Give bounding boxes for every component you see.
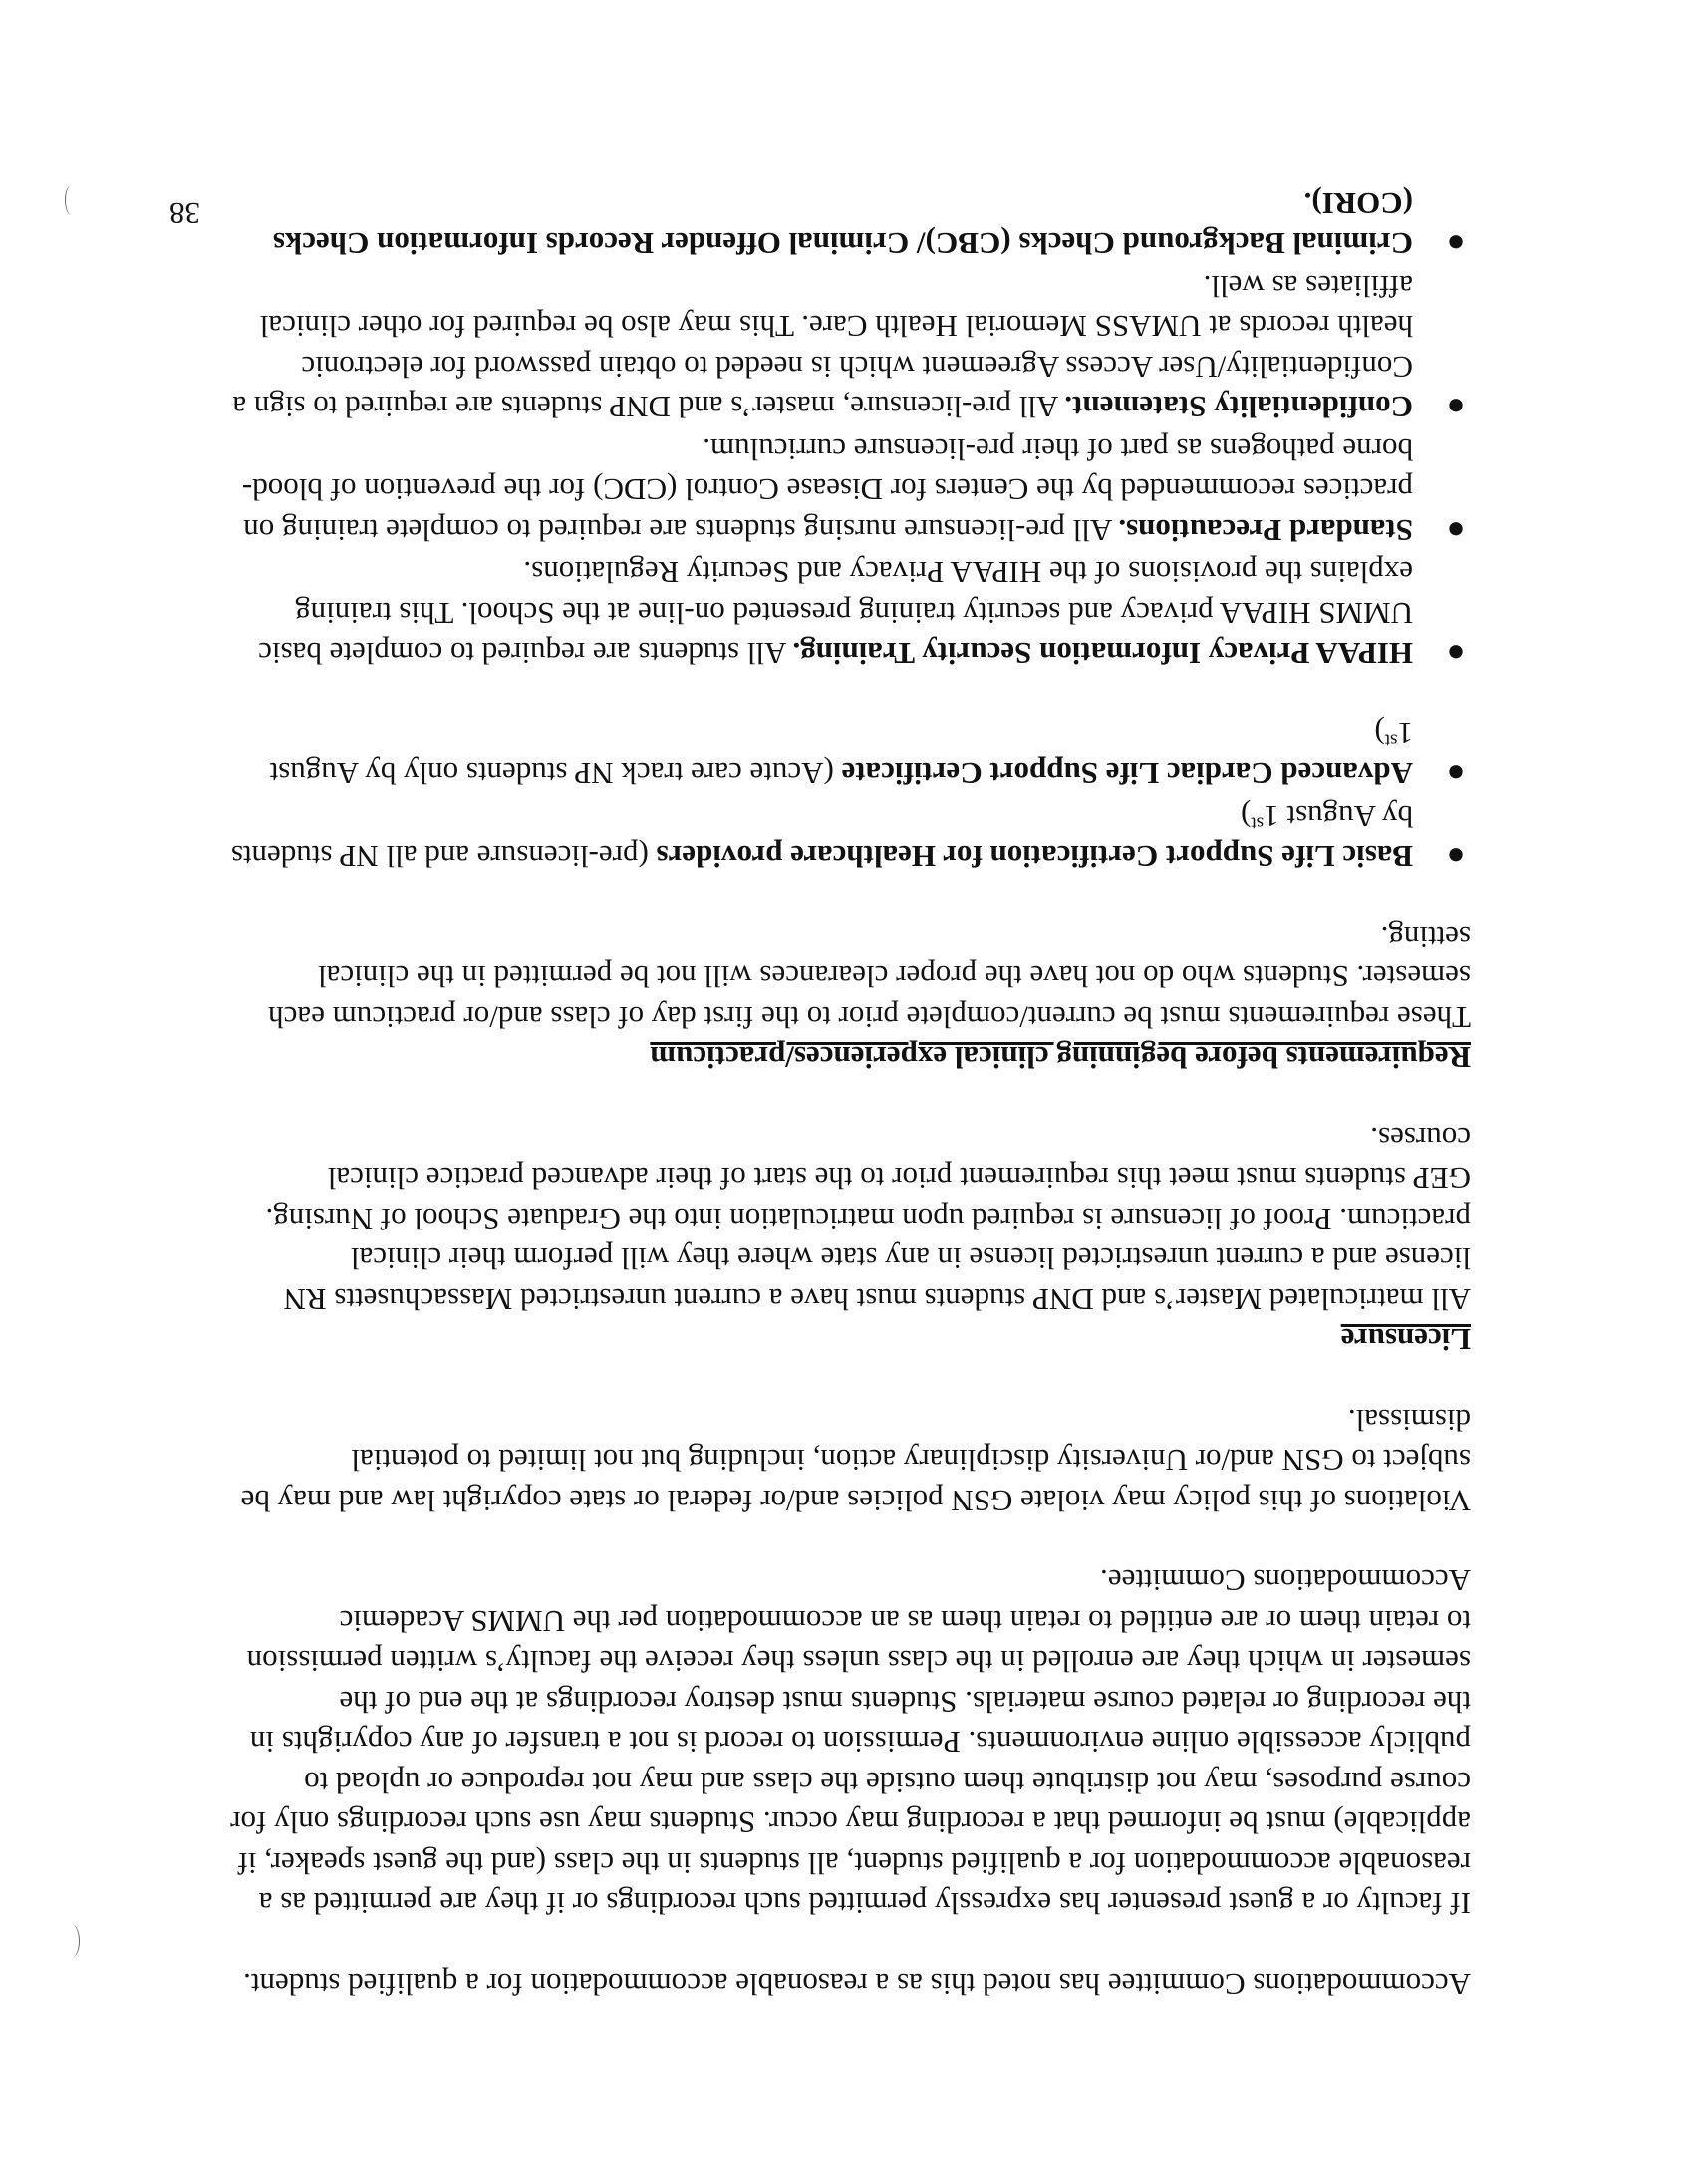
licensure-heading: Licensure <box>1340 1322 1471 1358</box>
requirements-body: These requirements must be current/complete prior to the first day of class and/or practicum each semester. Students who do not have the proper clearances will not be permitted in the clinical setting. <box>268 920 1471 1035</box>
page-content <box>229 181 1471 2005</box>
item-label: Criminal Background Checks (CBC)/ Criminal Offender Records Information Checks (CORI). <box>272 186 1413 262</box>
bullet-icon: ● <box>1446 636 1466 672</box>
list-item-acls <box>229 713 1471 794</box>
requirements-list <box>229 183 1471 877</box>
bullet-icon: ● <box>1446 756 1466 792</box>
item-superscript: st <box>1251 812 1265 834</box>
lead-paragraph: Accommodations Committee has noted this as a reasonable accommodation for a qualified student. <box>243 1967 1471 2002</box>
bullet-icon: ● <box>1446 390 1466 425</box>
item-label: Confidentiality Statement. <box>1064 390 1413 425</box>
requirements-section <box>229 183 1471 1078</box>
scan-mark-icon <box>65 185 78 215</box>
item-text-end: ) <box>1241 799 1252 834</box>
list-item-confidentiality <box>229 266 1471 427</box>
item-text: All students are required to complete basic UMMS HIPAA privacy and security training presented on-line at the School. This training explains the provisions of the HIPAA Privacy and Security Regulations. <box>258 555 1413 672</box>
bullet-icon: ● <box>1446 513 1466 548</box>
list-item-hipaa <box>229 552 1471 674</box>
violations-paragraph: Violations of this policy may violate GSN policies and/or federal or state copyright law and may be subject to GSN and/or University disciplinary action, including but not limited to potential dismissal. <box>240 1403 1471 1518</box>
list-item-cori <box>229 183 1471 264</box>
list-item-bls <box>229 796 1471 877</box>
list-item-standard-precautions <box>229 429 1471 551</box>
scan-mark-icon <box>63 1924 80 1958</box>
bullet-icon: ● <box>1446 226 1466 262</box>
item-text: (pre-licensure and all NP students by August 1 <box>230 799 1413 875</box>
licensure-section <box>229 1118 1471 1360</box>
item-label: Standard Precautions. <box>1118 513 1413 548</box>
item-label: Advanced Cardiac Life Support Certificate <box>841 756 1413 792</box>
recording-policy-paragraph: If faculty or a guest presenter has expressly permitted such recordings or if they are permitted as a reasonable accommodation for a qualified student, all students in the class (and the guest speaker, if applicable) must be informed that a recording may occur. Students may use such recordings only for course purposes, may not distribute them outside the class and may not reproduce or upload to publicly accessible online environments. Permission to record is not a transfer of any copyrights in the recording or related course materials. Students must destroy recordings at the end of the semester in which they are enrolled in the class unless they receive the faculty’s written permission to retain them or are entitled to retain them as an accommodation per the UMMS Academic Accommodations Committee. <box>230 1563 1471 1922</box>
bullet-icon: ● <box>1446 839 1466 875</box>
item-text-end: ) <box>1374 716 1385 751</box>
item-label: HIPAA Privacy Information Security Training. <box>792 636 1413 672</box>
item-superscript: st <box>1384 729 1398 751</box>
item-text: All pre-licensure, master’s and DNP students are required to sign a Confidentiality/User Access Agreement which is needed to obtain password for electronic health records at UMASS Memorial Health Care. This may also be required for other clinical affiliates as well. <box>232 269 1413 425</box>
page-number: 38 <box>169 196 200 231</box>
requirements-heading: Requirements before beginning clinical experiences/practicum <box>650 1040 1471 1076</box>
licensure-body: All matriculated Master’s and DNP students must have a current unrestricted Massachusetts RN license and a current unrestricted license in any state where they will perform their clinical practicum. Proof of licensure is required upon matriculation into the Graduate School of Nursing. GEP students must meet this requirement prior to the start of their advanced practice clinical courses. <box>265 1121 1471 1317</box>
item-label: Basic Life Support Certification for Healthcare providers <box>656 839 1413 875</box>
item-text: All pre-licensure nursing students are required to complete training on practices recommended by the Centers for Disease Control (CDC) for the prevention of blood-borne pathogens as part of their pre-licensure curriculum. <box>241 432 1413 548</box>
item-text: (Acute care track NP students only by August 1 <box>269 716 1413 792</box>
